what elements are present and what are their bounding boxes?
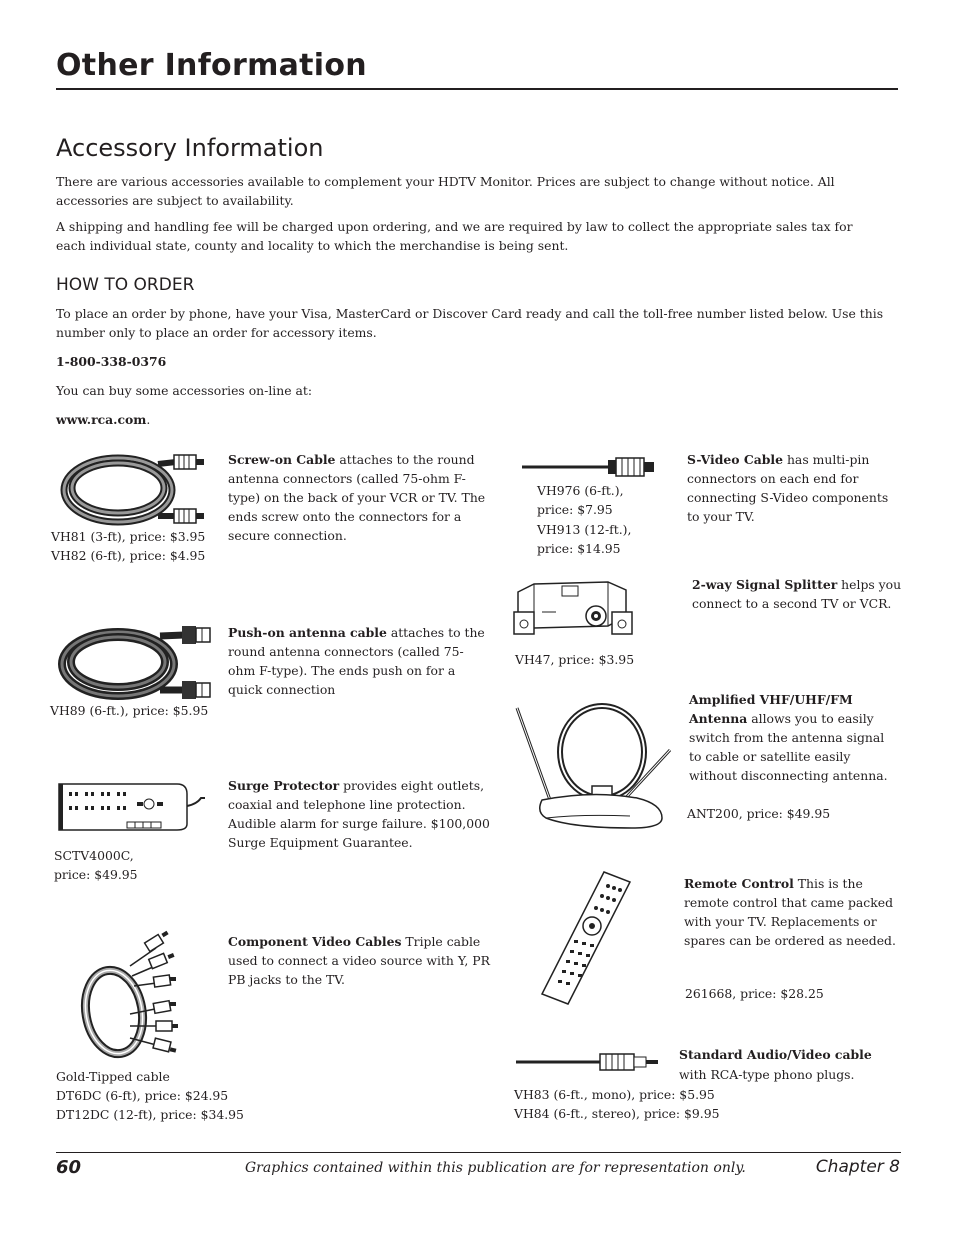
component-sku-2: DT6DC (6-ft), price: $24.95 [56, 1088, 229, 1103]
av-cable-text: with RCA-type phono plugs. [679, 1067, 855, 1082]
component-sku-1: Gold-Tipped cable [56, 1069, 170, 1084]
remote-name: Remote Control [684, 876, 794, 891]
online-url-line [56, 410, 150, 429]
svideo-description [687, 450, 897, 526]
page-number: 60 [56, 1157, 82, 1178]
push-cable-text: attaches to the round antenna connectors (called 75-ohm F-type). The ends push on for a quick connection [228, 625, 485, 697]
surge-sku-1: SCTV4000C, [54, 848, 134, 863]
antenna-text: allows you to easily switch from the antenna signal to cable or satellite easily without disconnecting antenna. [689, 711, 888, 783]
remote-text: This is the remote control that came packed with your TV. Replacements or spares can be ordered as needed. [684, 876, 896, 948]
screw-cable-sku-2: VH82 (6-ft), price: $4.95 [51, 548, 206, 563]
splitter-text: helps you connect to a second TV or VCR. [692, 577, 902, 611]
website-link[interactable]: www.rca.com [56, 412, 147, 427]
svideo-sku-3: VH913 (12-ft.), [537, 522, 632, 537]
push-cable-description [228, 623, 490, 699]
push-cable-sku-1: VH89 (6-ft.), price: $5.95 [50, 703, 209, 718]
av-cable-sku-1: VH83 (6-ft., mono), price: $5.95 [514, 1087, 715, 1102]
remote-description [684, 874, 896, 950]
antenna-name-line-2: Antenna [689, 711, 748, 726]
url-period: . [146, 412, 151, 427]
splitter-name: 2-way Signal Splitter [692, 577, 838, 592]
svideo-sku-4: price: $14.95 [537, 541, 621, 556]
screw-cable-image [58, 450, 208, 530]
remote-sku-1: 261668, price: $28.25 [685, 986, 824, 1001]
svideo-sku-1: VH976 (6-ft.), [537, 483, 624, 498]
how-to-order-heading: HOW TO ORDER [56, 275, 195, 295]
antenna-sku-1: ANT200, price: $49.95 [687, 806, 831, 821]
section-title: Accessory Information [56, 134, 324, 162]
svideo-cable-image [520, 454, 660, 480]
remote-control-image [538, 868, 638, 1008]
surge-protector-image [55, 780, 210, 835]
chapter-label: Chapter 8 [815, 1157, 900, 1177]
phone-number: 1-800-338-0376 [56, 354, 167, 369]
footer-divider [56, 1152, 901, 1153]
component-description [228, 932, 490, 989]
component-sku-3: DT12DC (12-ft), price: $34.95 [56, 1107, 244, 1122]
component-cables-image [74, 930, 194, 1065]
surge-text: provides eight outlets, coaxial and telephone line protection. Audible alarm for surge failure. $100,000 Surge Equipment Guarantee. [228, 778, 490, 850]
splitter-sku-1: VH47, price: $3.95 [515, 652, 635, 667]
order-phone [56, 352, 166, 371]
page-header-title: Other Information [56, 48, 367, 83]
surge-description [228, 776, 490, 852]
signal-splitter-image [512, 572, 637, 642]
screw-cable-text: attaches to the round antenna connectors (called 75-ohm F-type) on the back of your VCR or TV. The ends screw onto the connectors for a secure connection. [228, 452, 486, 543]
component-name: Component Video Cables [228, 934, 402, 949]
av-cable-name-line [679, 1045, 872, 1064]
screw-cable-name: Screw-on Cable [228, 452, 336, 467]
antenna-description [689, 690, 899, 785]
component-text: Triple cable used to connect a video source with Y, PR PB jacks to the TV. [228, 934, 490, 987]
av-cable-image [514, 1050, 664, 1074]
antenna-name-line-1: Amplified VHF/UHF/FM [689, 692, 853, 707]
push-cable-name: Push-on antenna cable [228, 625, 387, 640]
splitter-description [692, 575, 902, 613]
intro-paragraph-1: There are various accessories available to complement your HDTV Monitor. Prices are subject to change without notice. All accessories are subject to availability. [56, 174, 835, 208]
svideo-name: S-Video Cable [687, 452, 784, 467]
svideo-text: has multi-pin connectors on each end for connecting S-Video components to your TV. [687, 452, 889, 524]
av-cable-name: Standard Audio/Video cable [679, 1047, 872, 1062]
surge-sku-2: price: $49.95 [54, 867, 138, 882]
order-paragraph: To place an order by phone, have your Visa, MasterCard or Discover Card ready and call the toll-free number listed below. Use this number only to place an order for accessory items. [56, 306, 884, 340]
svideo-sku-2: price: $7.95 [537, 502, 613, 517]
antenna-image [512, 700, 682, 840]
footer-disclaimer: Graphics contained within this publication are for representation only. [245, 1160, 746, 1176]
av-cable-sku-2: VH84 (6-ft., stereo), price: $9.95 [514, 1106, 720, 1121]
online-text: You can buy some accessories on-line at: [56, 383, 313, 398]
header-divider [56, 88, 898, 90]
screw-cable-sku-1: VH81 (3-ft), price: $3.95 [51, 529, 206, 544]
surge-name: Surge Protector [228, 778, 340, 793]
intro-paragraph-2: A shipping and handling fee will be charged upon ordering, and we are required by law to collect the appropriate sales tax for each individual state, county and locality to which the merchandise is being sent. [56, 219, 853, 253]
screw-cable-description [228, 450, 493, 545]
push-cable-image [56, 622, 216, 702]
